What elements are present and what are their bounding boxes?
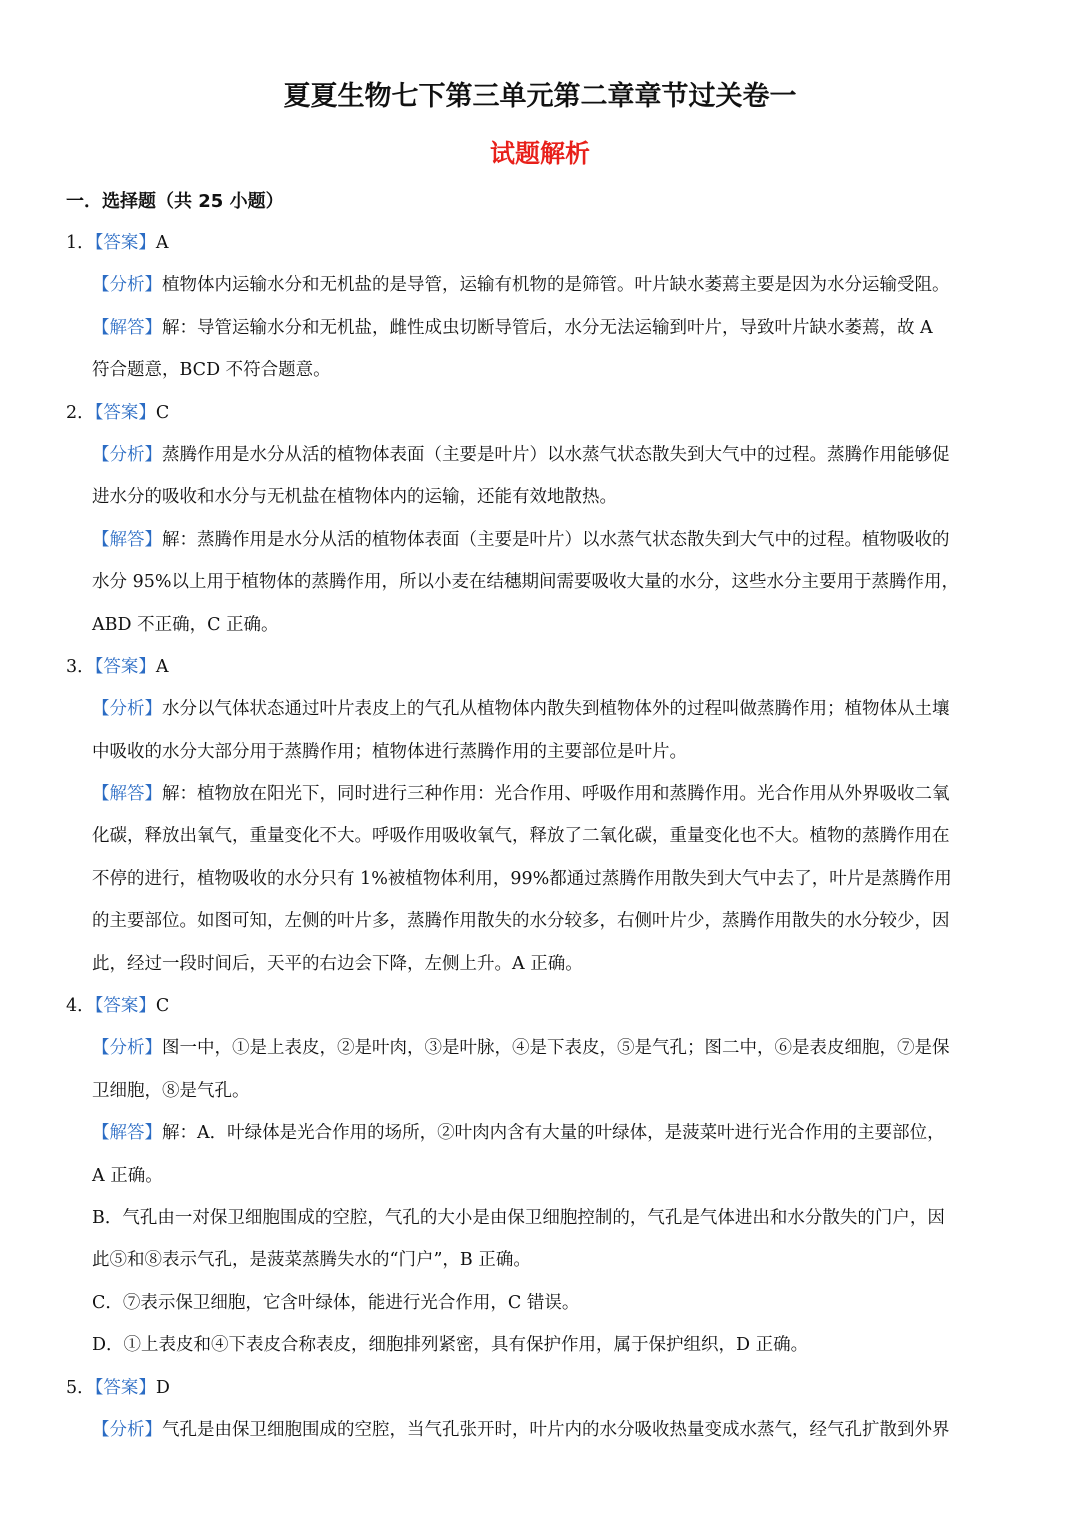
solution-text: B．气孔由一对保卫细胞围成的空腔，气孔的大小是由保卫细胞控制的，气孔是气体进出和水分散失的门户，因 — [92, 1207, 945, 1228]
solution-text: D．①上表皮和④下表皮合称表皮，细胞排列紧密，具有保护作用，属于保护组织，D 正确。 — [92, 1335, 809, 1356]
answer-value: D — [155, 1377, 170, 1398]
analysis-text: 水分以气体状态通过叶片表皮上的气孔从植物体内散失到植物体外的过程叫做蒸腾作用；植物体从土壤 — [162, 699, 950, 720]
solution-line — [66, 1324, 1016, 1366]
solution-text: ABD 不正确，C 正确。 — [92, 614, 279, 635]
solution-text: 符合题意，BCD 不符合题意。 — [92, 360, 331, 381]
solution-text: 的主要部位。如图可知，左侧的叶片多，蒸腾作用散失的水分较多，右侧叶片少，蒸腾作用散失的水分较少，因 — [92, 911, 950, 932]
question-number: 2． — [66, 402, 95, 423]
solution-text: A 正确。 — [92, 1165, 163, 1186]
solution-text: 化碳，释放出氧气，重量变化不大。呼吸作用吸收氧气，释放了二氧化碳，重量变化也不大。植物的蒸腾作用在 — [92, 826, 950, 847]
analysis-line — [66, 688, 1016, 730]
analysis-line — [66, 731, 1016, 773]
answer-line — [66, 985, 1016, 1027]
solution-line — [66, 307, 1016, 349]
answer-tag: 【答案】 — [94, 656, 156, 677]
solution-text: 解：导管运输水分和无机盐，雌性成虫切断导管后，水分无法运输到叶片，导致叶片缺水萎蔫，故 A — [162, 317, 933, 338]
solution-line — [66, 943, 1016, 985]
question-number: 1． — [66, 233, 95, 253]
solution-text: 解：A．叶绿体是光合作用的场所，②叶肉内含有大量的叶绿体，是菠菜叶进行光合作用的主要部位， — [162, 1123, 945, 1144]
solution-line — [66, 815, 1016, 857]
answer-line — [66, 1367, 1016, 1409]
analysis-text: 中吸收的水分大部分用于蒸腾作用；植物体进行蒸腾作用的主要部位是叶片。 — [92, 741, 687, 762]
analysis-text: 蒸腾作用是水分从活的植物体表面（主要是叶片）以水蒸气状态散失到大气中的过程。蒸腾作用能够促 — [162, 444, 950, 465]
solution-text: 不停的进行，植物吸收的水分只有 1%被植物体利用，99%都通过蒸腾作用散失到大气中去了，叶片是蒸腾作用 — [92, 868, 952, 889]
question-number: 4． — [66, 996, 95, 1017]
solution-tag: 【解答】 — [92, 529, 162, 550]
answer-tag: 【答案】 — [94, 402, 156, 423]
analysis-tag: 【分析】 — [92, 1419, 162, 1440]
analysis-text: 气孔是由保卫细胞围成的空腔，当气孔张开时，叶片内的水分吸收热量变成水蒸气，经气孔扩散到外界 — [162, 1419, 950, 1440]
solution-text: 解：植物放在阳光下，同时进行三种作用：光合作用、呼吸作用和蒸腾作用。光合作用从外界吸收二氧 — [162, 784, 950, 805]
solution-line — [66, 604, 1016, 646]
answer-tag: 【答案】 — [94, 1377, 156, 1398]
analysis-line — [66, 1409, 1016, 1451]
solution-tag: 【解答】 — [92, 784, 162, 805]
analysis-line — [66, 1027, 1016, 1069]
solution-text: 解：蒸腾作用是水分从活的植物体表面（主要是叶片）以水蒸气状态散失到大气中的过程。植物吸收的 — [162, 529, 950, 550]
analysis-line — [66, 476, 1016, 518]
solution-text: 此，经过一段时间后，天平的右边会下降，左侧上升。A 正确。 — [92, 953, 583, 974]
analysis-line — [66, 1070, 1016, 1112]
solution-text: 水分 95%以上用于植物体的蒸腾作用，所以小麦在结穗期间需要吸收大量的水分，这些水分主要用于蒸腾作用， — [92, 572, 959, 593]
analysis-text: 卫细胞，⑧是气孔。 — [92, 1080, 250, 1101]
analysis-text: 植物体内运输水分和无机盐的是导管，运输有机物的是筛管。叶片缺水萎蔫主要是因为水分运输受阻。 — [162, 275, 950, 296]
solution-line — [66, 1112, 1016, 1154]
answer-value: C — [155, 402, 170, 423]
answer-line — [66, 392, 1016, 434]
solution-line — [66, 349, 1016, 391]
solution-line — [66, 1155, 1016, 1197]
analysis-tag: 【分析】 — [92, 275, 162, 296]
answer-tag: 【答案】 — [94, 233, 156, 253]
answer-tag: 【答案】 — [94, 996, 156, 1017]
solution-line — [66, 900, 1016, 942]
solution-tag: 【解答】 — [92, 317, 162, 338]
analysis-line — [66, 434, 1016, 476]
question-number: 5． — [66, 1377, 95, 1398]
analysis-line — [66, 264, 1016, 306]
solution-line — [66, 519, 1016, 561]
solution-line — [66, 858, 1016, 900]
answer-value: A — [155, 233, 169, 253]
question-number: 3． — [66, 656, 95, 677]
analysis-tag: 【分析】 — [92, 1038, 162, 1059]
analysis-text: 进水分的吸收和水分与无机盐在植物体内的运输，还能有效地散热。 — [92, 487, 617, 508]
solution-line — [66, 1239, 1016, 1281]
analysis-tag: 【分析】 — [92, 444, 162, 465]
solution-text: C．⑦表示保卫细胞，它含叶绿体，能进行光合作用，C 错误。 — [92, 1292, 580, 1313]
answer-line — [66, 646, 1016, 688]
answer-value: A — [155, 656, 169, 677]
question-list — [66, 222, 1016, 1451]
section-heading: 一．选择题（共 25 小题） — [66, 191, 284, 212]
solution-line — [66, 1197, 1016, 1239]
page-title: 夏夏生物七下第三单元第二章章节过关卷一 — [283, 81, 797, 112]
answer-line — [66, 222, 1016, 264]
analysis-tag: 【分析】 — [92, 699, 162, 720]
answer-value: C — [155, 996, 170, 1017]
solution-tag: 【解答】 — [92, 1123, 162, 1144]
solution-text: 此⑤和⑧表示气孔，是菠菜蒸腾失水的“门户”，B 正确。 — [92, 1250, 531, 1271]
solution-line — [66, 561, 1016, 603]
solution-line — [66, 1282, 1016, 1324]
solution-line — [66, 773, 1016, 815]
analysis-text: 图一中，①是上表皮，②是叶肉，③是叶脉，④是下表皮，⑤是气孔；图二中，⑥是表皮细胞，⑦是保 — [162, 1038, 950, 1059]
page-subtitle: 试题解析 — [489, 139, 590, 168]
